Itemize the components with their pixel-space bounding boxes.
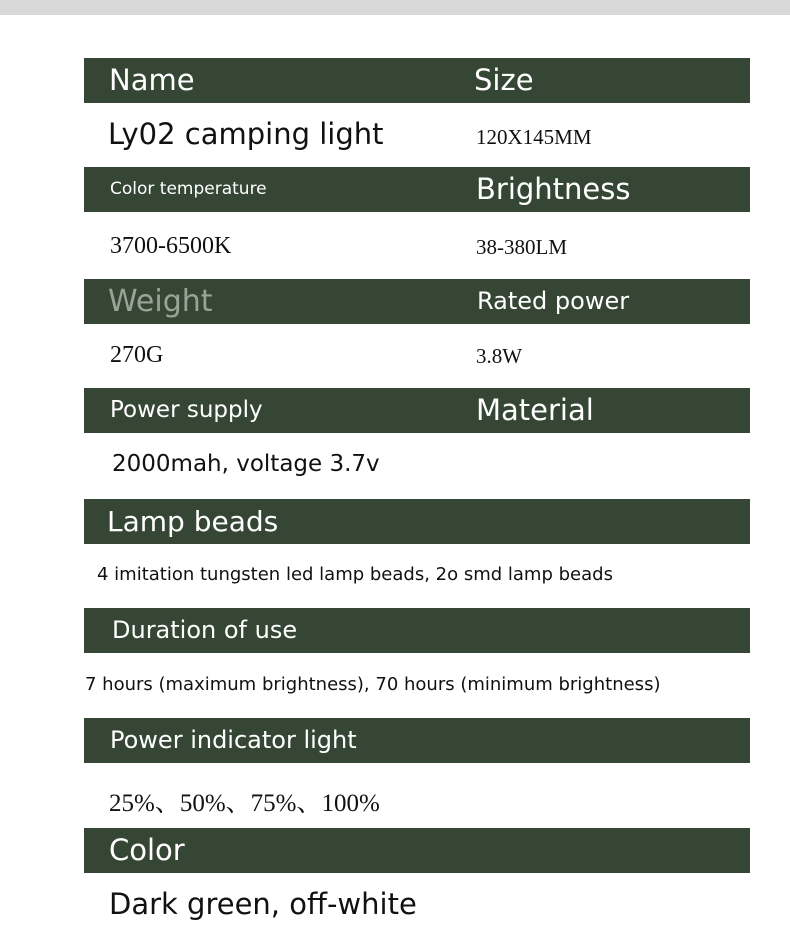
color-label: Color — [109, 833, 185, 867]
material-label: Material — [476, 393, 594, 427]
header-bar-weight-ratedpower — [84, 279, 750, 324]
header-bar-name-size — [84, 58, 750, 103]
lamp-beads-value: 4 imitation tungsten led lamp beads, 2o smd lamp beads — [97, 564, 613, 585]
size-label: Size — [474, 63, 534, 97]
header-bar-power-indicator — [84, 718, 750, 763]
power-supply-label: Power supply — [110, 397, 263, 423]
size-value: 120X145MM — [476, 125, 592, 149]
name-label: Name — [109, 63, 195, 97]
color-value: Dark green, off-white — [109, 887, 417, 921]
power-supply-value: 2000mah, voltage 3.7v — [112, 451, 380, 477]
header-bar-colortemp-brightness — [84, 167, 750, 212]
header-bar-powersupply-material — [84, 388, 750, 433]
brightness-value: 38-380LM — [476, 235, 567, 259]
power-indicator-value: 25%、50%、75%、100% — [109, 790, 380, 817]
header-bar-duration — [84, 608, 750, 653]
weight-value: 270G — [110, 342, 164, 368]
duration-value: 7 hours (maximum brightness), 70 hours (minimum brightness) — [85, 674, 661, 695]
duration-label: Duration of use — [112, 616, 298, 644]
name-value: Ly02 camping light — [108, 117, 384, 151]
weight-label: Weight — [108, 284, 213, 319]
color-temperature-label: Color temperature — [110, 179, 267, 199]
rated-power-label: Rated power — [477, 287, 630, 315]
lamp-beads-label: Lamp beads — [107, 505, 279, 538]
color-temperature-value: 3700-6500K — [110, 233, 232, 259]
header-bar-lamp-beads — [84, 499, 750, 544]
header-bar-color — [84, 828, 750, 873]
power-indicator-label: Power indicator light — [110, 726, 357, 754]
top-strip — [0, 0, 790, 15]
rated-power-value: 3.8W — [476, 344, 523, 368]
brightness-label: Brightness — [476, 172, 631, 206]
